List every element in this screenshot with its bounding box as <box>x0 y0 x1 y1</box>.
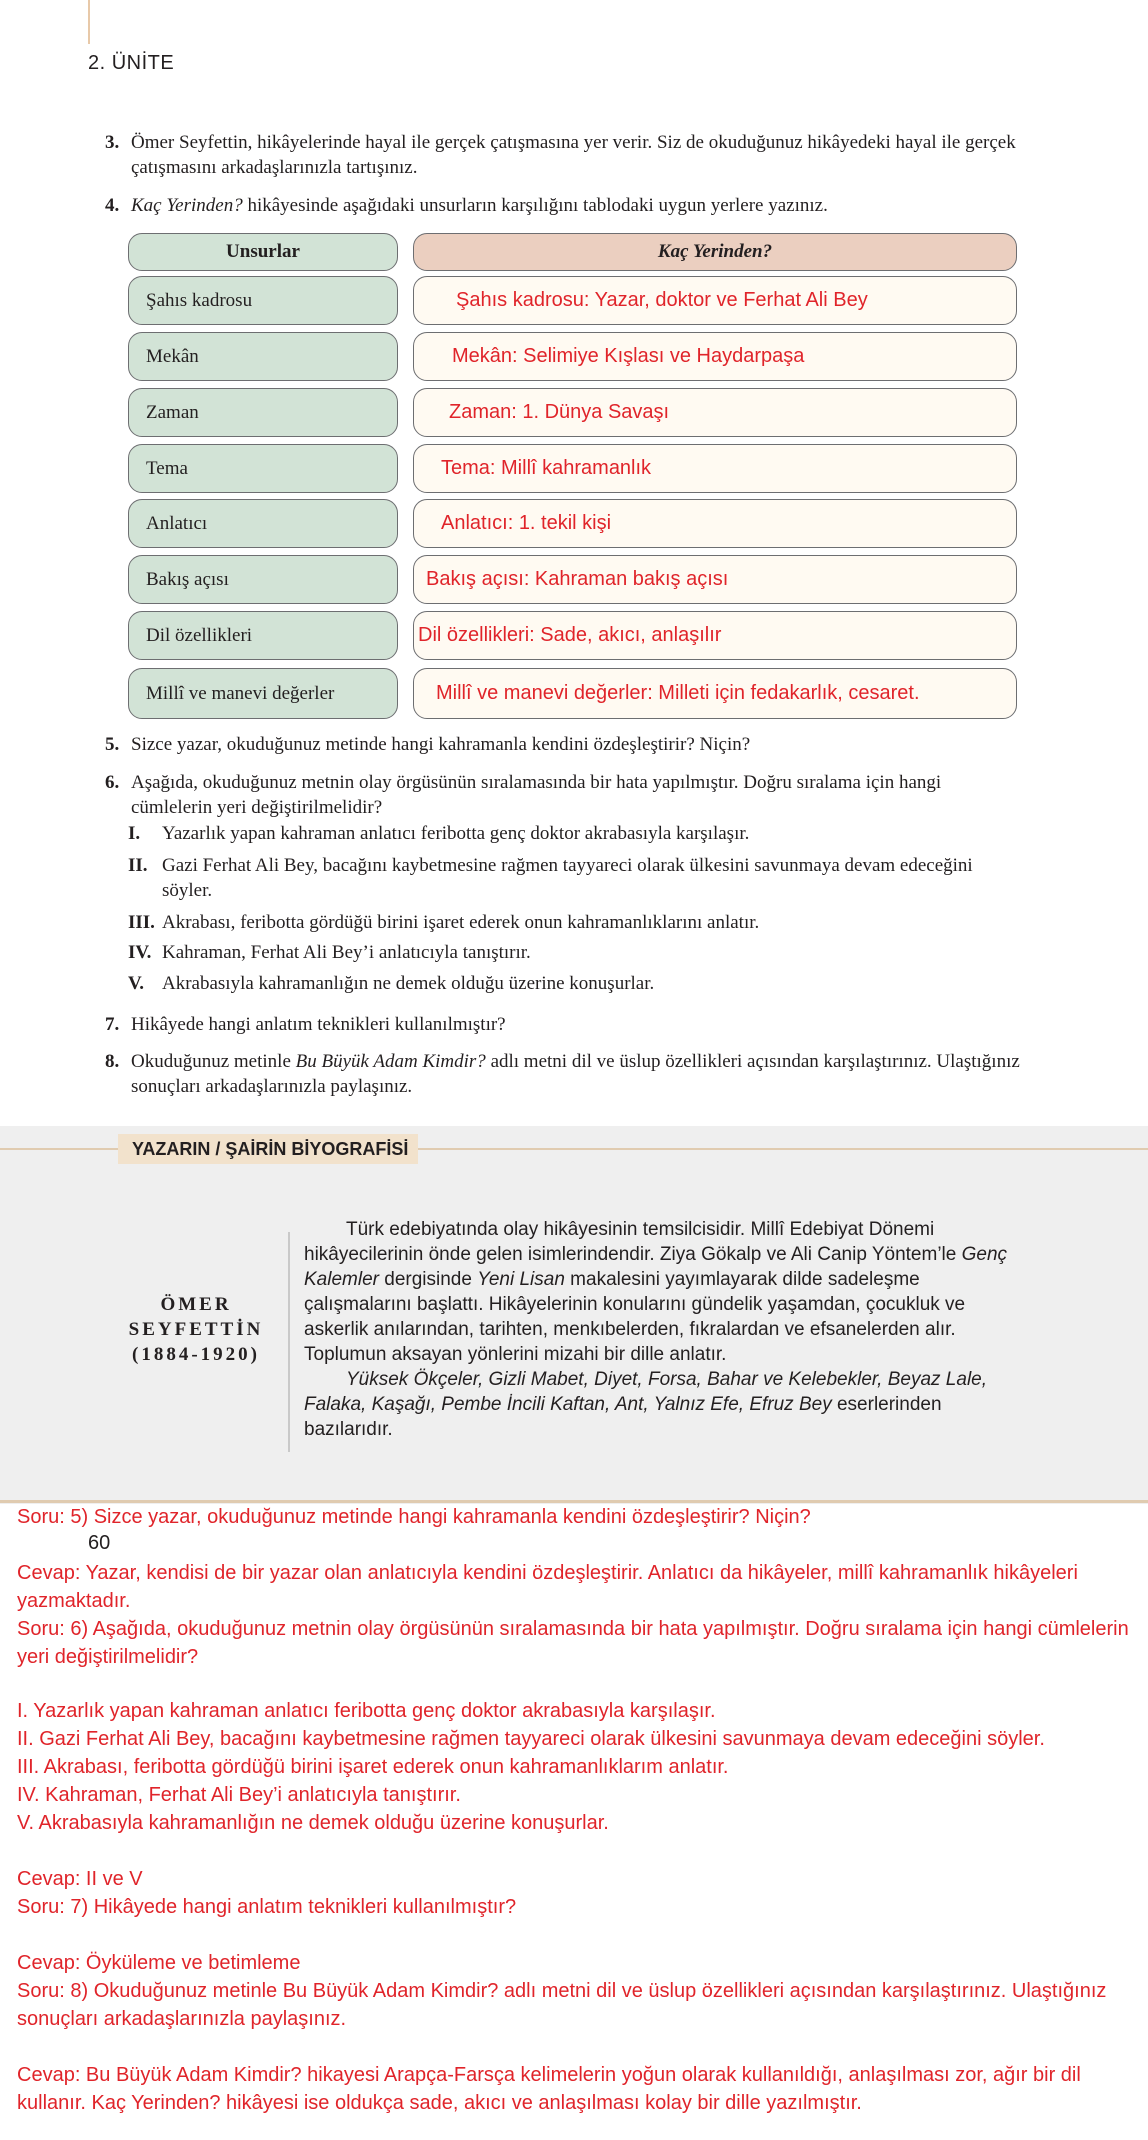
author-years: (1884-1920) <box>132 1344 260 1365</box>
biography-text <box>304 1217 1016 1442</box>
table-row-label: Şahıs kadrosu <box>128 276 398 325</box>
question-4 <box>105 193 1025 218</box>
table-row-label: Zaman <box>128 388 398 437</box>
table-row-answer: Mekân: Selimiye Kışlası ve Haydarpaşa <box>413 332 1017 381</box>
biography-tab-label: YAZARIN / ŞAİRİN BİYOGRAFİSİ <box>118 1134 418 1164</box>
table-row-label: Mekân <box>128 332 398 381</box>
table-row-answer: Tema: Millî kahramanlık <box>413 444 1017 493</box>
question-7 <box>105 1012 1025 1037</box>
answer-6-text: Cevap: II ve V <box>17 1868 143 1890</box>
question-3 <box>105 130 1025 180</box>
bio-text-part: eserlerinden bazılarıdır. <box>304 1394 942 1440</box>
answer-6-line-4: IV. Kahraman, Ferhat Ali Bey’i anlatıcıyla tanıştırır. <box>17 1784 461 1806</box>
question-text: Hikâyede hangi anlatım teknikleri kullanılmıştır? <box>131 1014 506 1035</box>
event-text: Akrabası, feribotta gördüğü birini işaret ederek onun kahramanlıklarını anlatır. <box>162 912 760 933</box>
bio-text-part: makalesini yayımlayarak dilde sadeleşme çalışmalarını başlattı. Hikâyelerinin konularını gündelik yaşamdan, çocukluk ve askerlik anılarından, tarihten, menkıbelerden, fıkralardan ve efsanelerden alır. Toplumun aksayan yönlerini mizahi bir dille anlatır. <box>304 1269 966 1365</box>
question-text: Sizce yazar, okuduğunuz metinde hangi kahramanla kendini özdeşleştirir? Niçin? <box>131 734 751 755</box>
roman-numeral: V. <box>128 973 145 994</box>
table-header-story: Kaç Yerinden? <box>413 233 1017 271</box>
page-number: 60 <box>88 1532 111 1554</box>
event-text: Yazarlık yapan kahraman anlatıcı feribotta genç doktor akrabasıyla karşılaşır. <box>162 823 750 844</box>
table-row-label: Millî ve manevi değerler <box>128 668 398 719</box>
roman-numeral: IV. <box>128 942 152 963</box>
table-row-label: Tema <box>128 444 398 493</box>
event-text: Gazi Ferhat Ali Bey, bacağını kaybetmesine rağmen tayyareci olarak ülkesini savunmaya devam edeceğini söyler. <box>162 855 973 901</box>
event-item-2 <box>128 853 1008 903</box>
question-text-start: Okuduğunuz metinle <box>131 1051 296 1072</box>
biography-vertical-rule <box>288 1232 290 1452</box>
answer-8-text: Cevap: Bu Büyük Adam Kimdir? hikayesi Arapça-Farsça kelimelerin yoğun olarak kullanıldığı, anlaşılması zor, ağır bir dil kullanır. Kaç Yerinden? hikâyesi ise oldukça sade, akıcı ve anlaşılması kolay bir dille yazılmıştır. <box>17 2064 1081 2114</box>
answer-question-8: Soru: 8) Okuduğunuz metinle Bu Büyük Adam Kimdir? adlı metni dil ve üslup özellikleri açısından karşılaştırınız. Ulaştığınız sonuçları arkadaşlarınızla paylaşınız. <box>17 1980 1107 2030</box>
roman-numeral: III. <box>128 912 155 933</box>
story-title: Bu Büyük Adam Kimdir? <box>295 1051 486 1072</box>
answer-6-line-5: V. Akrabasıyla kahramanlığın ne demek olduğu üzerine konuşurlar. <box>17 1812 609 1834</box>
bio-text-part: Türk edebiyatında olay hikâyesinin temsilcisidir. Millî Edebiyat Dönemi hikâyecilerinin önde gelen isimlerindendir. Ziya Gökalp ve Ali Canip Yöntem’le <box>304 1219 962 1265</box>
answer-6-line-3: III. Akrabası, feribotta gördüğü birini işaret ederek onun kahramanlıklarım anlatır. <box>17 1756 729 1778</box>
table-row-label: Dil özellikleri <box>128 611 398 660</box>
question-number: 6. <box>105 772 120 793</box>
question-text <box>131 193 1025 218</box>
roman-numeral: I. <box>128 823 141 844</box>
table-row-answer: Dil özellikleri: Sade, akıcı, anlaşılır <box>413 611 1017 660</box>
question-text-rest: hikâyesinde aşağıdaki unsurların karşılığını tablodaki uygun yerlere yazınız. <box>242 195 828 216</box>
event-text: Akrabasıyla kahramanlığın ne demek olduğu üzerine konuşurlar. <box>162 973 655 994</box>
event-item-4 <box>128 940 1008 965</box>
question-8 <box>105 1049 1025 1099</box>
table-row-answer: Zaman: 1. Dünya Savaşı <box>413 388 1017 437</box>
author-first-name: ÖMER <box>160 1294 232 1315</box>
author-name <box>120 1292 272 1367</box>
question-number: 8. <box>105 1051 120 1072</box>
unit-header: 2. ÜNİTE <box>88 52 175 74</box>
table-row-label: Bakış açısı <box>128 555 398 604</box>
question-5 <box>105 732 1025 757</box>
answer-6-line-1: I. Yazarlık yapan kahraman anlatıcı feribotta genç doktor akrabasıyla karşılaşır. <box>17 1700 716 1722</box>
biography-paragraph-2 <box>304 1367 1016 1442</box>
question-text: Aşağıda, okuduğunuz metnin olay örgüsünün sıralamasında bir hata yapılmıştır. Doğru sıralama için hangi cümlelerin yeri değiştirilmelidir? <box>131 772 942 818</box>
table-row-answer: Bakış açısı: Kahraman bakış açısı <box>413 555 1017 604</box>
answer-6-line-2: II. Gazi Ferhat Ali Bey, bacağını kaybetmesine rağmen tayyareci olarak ülkesini savunmaya devam edeceğini söyler. <box>17 1728 1045 1750</box>
event-item-1 <box>128 821 1008 846</box>
biography-paragraph-1 <box>304 1217 1016 1367</box>
answer-5-text: Cevap: Yazar, kendisi de bir yazar olan anlatıcıyla kendini özdeşleştirir. Anlatıcı da hikâyeler, millî kahramanlık hikâyeleri yazmaktadır. <box>17 1562 1078 1612</box>
table-row-answer: Şahıs kadrosu: Yazar, doktor ve Ferhat Ali Bey <box>413 276 1017 325</box>
question-text: Ömer Seyfettin, hikâyelerinde hayal ile gerçek çatışmasına yer verir. Siz de okuduğunuz hikâyedeki hayal ile gerçek çatışmasını arkadaşlarınızla tartışınız. <box>131 132 1016 178</box>
bio-text-part: dergisinde <box>378 1269 478 1290</box>
question-6 <box>105 770 1025 820</box>
event-item-5 <box>128 971 1008 996</box>
question-text <box>131 1049 1025 1099</box>
table-row-answer: Millî ve manevi değerler: Milleti için fedakarlık, cesaret. <box>413 668 1017 719</box>
answer-question-5: Soru: 5) Sizce yazar, okuduğunuz metinde hangi kahramanla kendini özdeşleştirir? Niçin? <box>17 1506 811 1528</box>
top-margin-line <box>88 0 90 44</box>
question-number: 7. <box>105 1014 120 1035</box>
event-item-3 <box>128 910 1008 935</box>
author-last-name: SEYFETTİN <box>128 1319 264 1340</box>
table-row-label: Anlatıcı <box>128 499 398 548</box>
story-title: Kaç Yerinden? <box>131 195 243 216</box>
answer-7-text: Cevap: Öyküleme ve betimleme <box>17 1952 301 1974</box>
event-text: Kahraman, Ferhat Ali Bey’i anlatıcıyla tanıştırır. <box>162 942 531 963</box>
answer-question-7: Soru: 7) Hikâyede hangi anlatım teknikleri kullanılmıştır? <box>17 1896 517 1918</box>
article-title: Yeni Lisan <box>477 1269 565 1290</box>
answer-question-6: Soru: 6) Aşağıda, okuduğunuz metnin olay örgüsünün sıralamasında bir hata yapılmıştır. Doğru sıralama için hangi cümlelerin yeri değiştirilmelidir? <box>17 1618 1129 1668</box>
magazine-title: Genç Kalemler <box>304 1244 1008 1290</box>
question-text-rest: adlı metni dil ve üslup özellikleri açısından karşılaştırınız. Ulaştığınız sonuçları arkadaşlarınızla paylaşınız. <box>131 1051 1020 1097</box>
table-row-answer: Anlatıcı: 1. tekil kişi <box>413 499 1017 548</box>
question-number: 4. <box>105 195 120 216</box>
roman-numeral: II. <box>128 855 148 876</box>
table-header-unsurlar: Unsurlar <box>128 233 398 271</box>
question-number: 3. <box>105 132 120 153</box>
works-list: Yüksek Ökçeler, Gizli Mabet, Diyet, Forsa, Bahar ve Kelebekler, Beyaz Lale, Falaka, Kaşağı, Pembe İncili Kaftan, Ant, Yalnız Efe, Efruz Bey <box>304 1369 988 1415</box>
question-number: 5. <box>105 734 120 755</box>
